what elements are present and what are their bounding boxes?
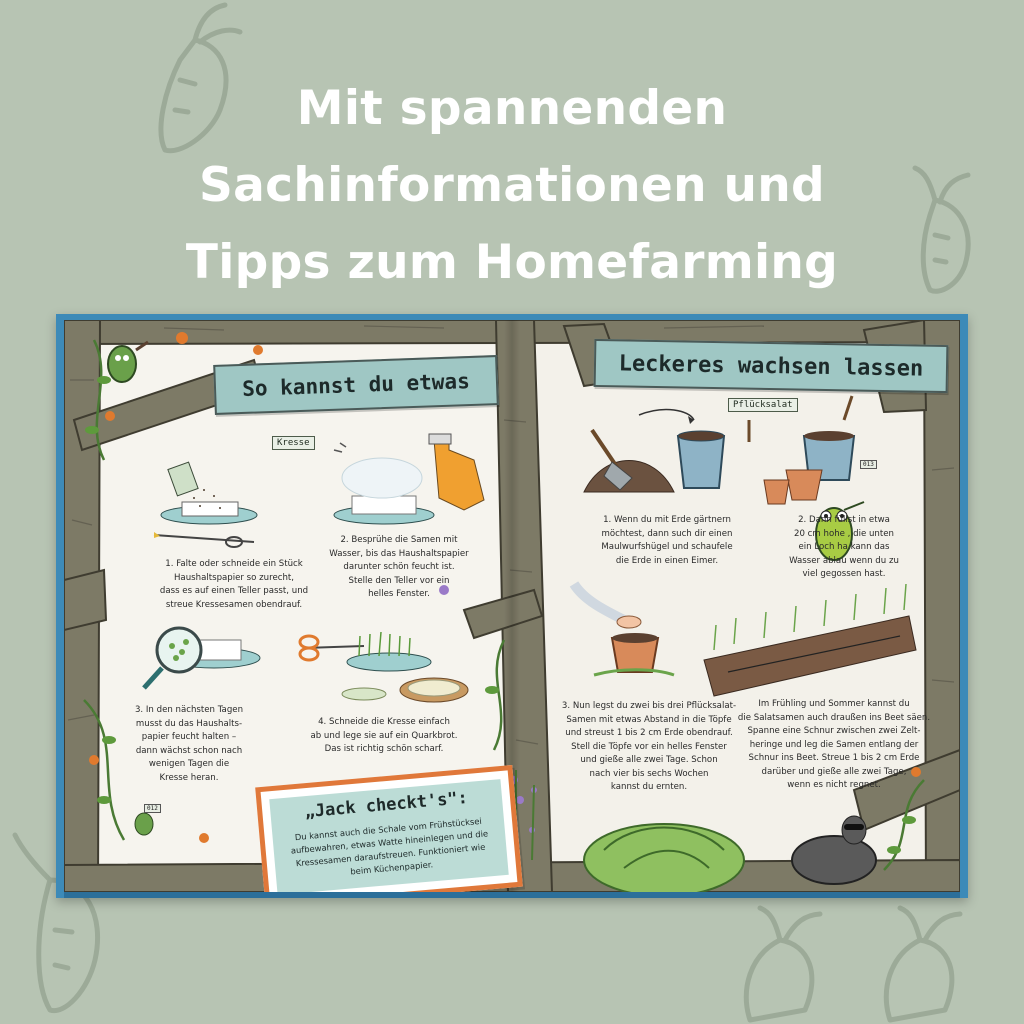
step4-illustration (300, 632, 468, 702)
left-step-2-text: 2. Besprühe die Samen mit Wasser, bis das Haushaltspapier darunter schön feucht ist. Stelle den Teller vor ein helles Fenster. (329, 535, 469, 599)
page-number-badge-left: 012 (144, 804, 161, 813)
right-step-1-text: 1. Wenn du mit Erde gärtnern möchtest, dann such dir einen Maulwurfshügel und schaufele die Erde in einen Eimer. (601, 515, 733, 566)
jack-checkts-text: Du kannst auch die Schale vom Frühstücksei aufbewahren, etwas Watte hineinlegen und die Kressesamen daraufstreuen. Funktioniert wie beim Küchenpapier. (290, 815, 489, 877)
jack-checkts-box (255, 765, 523, 892)
left-step-4-text: 4. Schneide die Kresse einfach ab und lege sie auf ein Quarkbrot. Das ist richtig schön scharf. (310, 717, 458, 754)
headline-line-3: Tipps zum Homefarming (185, 235, 839, 290)
r-step1-illustration (584, 410, 724, 492)
page-number-badge-right: 013 (860, 460, 877, 469)
left-page-title-sign: So kannst du etwas (213, 355, 499, 415)
book-spread (56, 314, 968, 898)
right-step-4-text: Im Frühling und Sommer kannst du die Salatsamen auch draußen ins Beet säen. Spanne eine Schnur zwischen zwei Zelt- heringe und leg die Samen entlang der Schnur ins Beet. Streue 1 bis 2 cm Erde darüber und gieße alle zwei Tage, wenn es nicht regnet. (737, 699, 931, 790)
carrot-icon (720, 900, 1000, 1024)
headline-line-1: Mit spannenden (296, 81, 728, 136)
kresse-label: Kresse (272, 436, 315, 450)
r-step2-illustration (749, 396, 854, 504)
right-step-2-text: 2. Dann füllst in etwa 20 cm hohe , die unten ein Loch ha kann das Wasser ablau wenn du zu viel gegossen hast. (789, 515, 899, 579)
mascot-icon (108, 342, 148, 382)
jack-checkts-title: „Jack checkt's": (303, 788, 469, 823)
r-step3-illustration (574, 584, 674, 675)
right-page-title-sign: Leckeres wachsen lassen (594, 339, 949, 393)
mole-icon (792, 816, 876, 884)
book-pages (64, 320, 960, 892)
right-step-3-text: 3. Nun legst du zwei bis drei Pflücksalat- Samen mit etwas Abstand in die Töpfe und streust 1 bis 2 cm Erde obendrauf. Stell die Töpfe vor ein helles Fenster und gieße alle zwei Tage. Schon nach vier bis sechs Wochen kannst du ernten. (561, 701, 737, 792)
step2-illustration (334, 434, 484, 524)
small-mascot-icon (135, 813, 153, 835)
step1-illustration (154, 462, 257, 547)
left-step-3-text: 3. In den nächsten Tagen musst du das Haushalts- papier feucht halten – dann wächst schon nach wenigen Tagen die Kresse heran. (134, 705, 244, 783)
book-bottom-edge (64, 892, 960, 898)
r-step4-illustration (704, 584, 916, 696)
left-step-1-text: 1. Falte oder schneide ein Stück Haushaltspapier so zurecht, dass es auf einen Teller passt, und streue Kressesamen obendrauf. (159, 559, 309, 610)
lettuce-icon (584, 824, 744, 892)
jack-checkts-panel (269, 779, 508, 892)
step3-illustration (144, 628, 260, 688)
headline-line-2: Sachinformationen und (199, 158, 825, 213)
headline (0, 70, 1024, 301)
pfluecksalat-label: Pflücksalat (728, 398, 798, 412)
